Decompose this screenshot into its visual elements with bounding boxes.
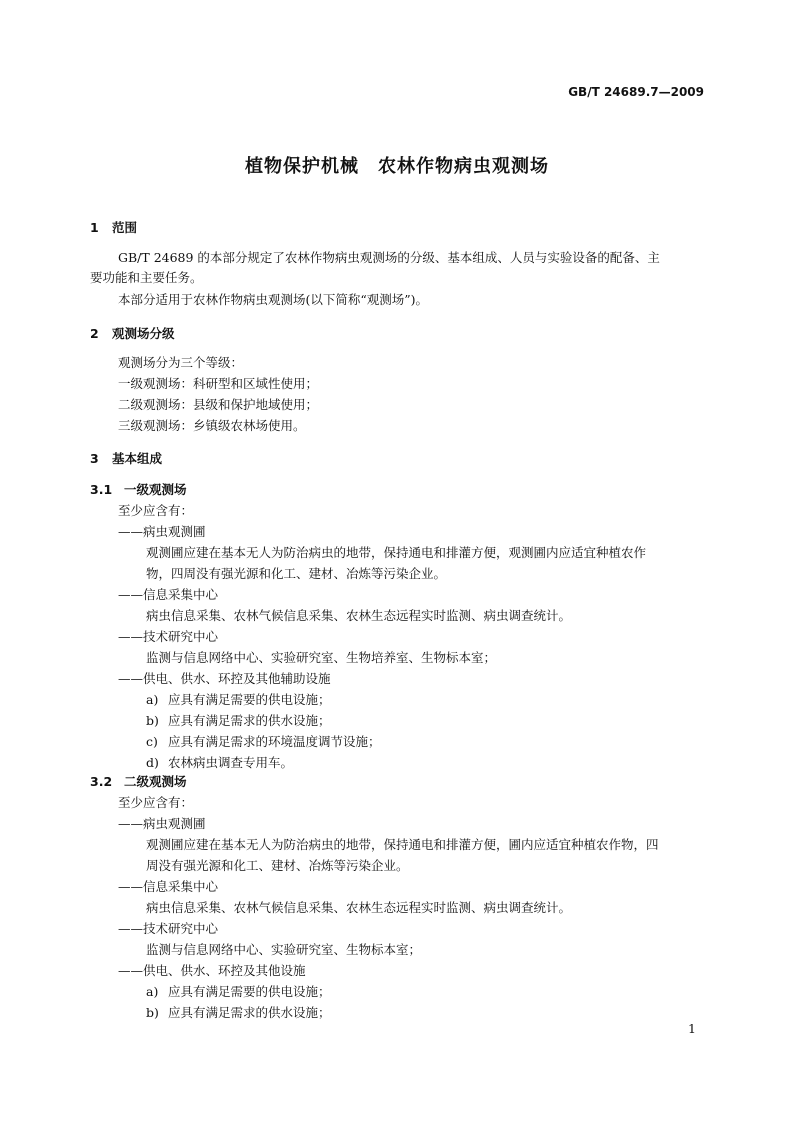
subsection-3-1-heading xyxy=(90,480,187,498)
section-1-heading xyxy=(90,218,137,236)
standard-number: GB/T 24689.7—2009 xyxy=(568,85,704,99)
section-title: 范围 xyxy=(112,220,138,235)
dash-item-text: 周没有强光源和化工、建材、冶炼等污染企业。 xyxy=(146,858,409,873)
dash-item: ——供电、供水、环控及其他设施 xyxy=(118,963,306,978)
subsection-number: 3.1 xyxy=(90,482,113,497)
section-2-heading xyxy=(90,324,175,342)
page-number: 1 xyxy=(688,1021,696,1036)
list-item xyxy=(146,1003,331,1021)
section-number: 3 xyxy=(90,451,99,466)
list-text: 应具有满足需求的环境温度调节设施； xyxy=(168,734,381,749)
list-item xyxy=(146,711,331,729)
list-item xyxy=(146,732,381,750)
list-marker: b) xyxy=(146,713,159,728)
list-text: 应具有满足需要的供电设施； xyxy=(168,692,331,707)
dash-item-text: 物，四周没有强光源和化工、建材、冶炼等污染企业。 xyxy=(146,566,447,581)
paragraph: 观测场分为三个等级： xyxy=(118,355,244,370)
paragraph: 至少应含有： xyxy=(118,795,194,810)
dash-item: ——病虫观测圃 xyxy=(118,816,206,831)
list-marker: a) xyxy=(146,984,159,999)
dash-item-text: 监测与信息网络中心、实验研究室、生物标本室； xyxy=(146,942,422,957)
dash-item-text: 病虫信息采集、农林气候信息采集、农林生态远程实时监测、病虫调查统计。 xyxy=(146,900,572,915)
subsection-number: 3.2 xyxy=(90,774,113,789)
dash-item: ——信息采集中心 xyxy=(118,879,219,894)
list-item: 二级观测场：县级和保护地域使用； xyxy=(118,397,319,412)
list-text: 应具有满足需求的供水设施； xyxy=(168,1005,331,1020)
section-title: 观测场分级 xyxy=(112,326,175,341)
list-item xyxy=(146,753,293,771)
list-text: 应具有满足需求的供水设施； xyxy=(168,713,331,728)
list-marker: c) xyxy=(146,734,158,749)
list-text: 农林病虫调查专用车。 xyxy=(168,755,294,770)
paragraph: GB/T 24689 的本部分规定了农林作物病虫观测场的分级、基本组成、人员与实验设备的配备、主 xyxy=(118,250,660,265)
dash-item: ——技术研究中心 xyxy=(118,629,219,644)
subsection-title: 一级观测场 xyxy=(124,482,187,497)
dash-item-text: 监测与信息网络中心、实验研究室、生物培养室、生物标本室； xyxy=(146,650,497,665)
dash-item: ——供电、供水、环控及其他辅助设施 xyxy=(118,671,331,686)
list-text: 应具有满足需要的供电设施； xyxy=(168,984,331,999)
list-marker: b) xyxy=(146,1005,159,1020)
list-item xyxy=(146,690,331,708)
dash-item-text: 观测圃应建在基本无人为防治病虫的地带，保持通电和排灌方便，观测圃内应适宜种植农作 xyxy=(146,545,647,560)
section-3-heading xyxy=(90,449,162,467)
paragraph: 至少应含有： xyxy=(118,503,194,518)
list-item xyxy=(146,982,331,1000)
paragraph: 本部分适用于农林作物病虫观测场(以下简称“观测场”)。 xyxy=(118,292,429,307)
list-marker: a) xyxy=(146,692,159,707)
dash-item: ——信息采集中心 xyxy=(118,587,219,602)
document-title: 植物保护机械 农林作物病虫观测场 xyxy=(245,156,549,177)
paragraph-continuation: 要功能和主要任务。 xyxy=(90,270,203,285)
section-number: 1 xyxy=(90,220,99,235)
dash-item: ——技术研究中心 xyxy=(118,921,219,936)
dash-item: ——病虫观测圃 xyxy=(118,524,206,539)
list-item: 三级观测场：乡镇级农林场使用。 xyxy=(118,418,306,433)
section-number: 2 xyxy=(90,326,99,341)
subsection-title: 二级观测场 xyxy=(124,774,187,789)
section-title: 基本组成 xyxy=(112,451,163,466)
subsection-3-2-heading xyxy=(90,772,187,790)
dash-item-text: 观测圃应建在基本无人为防治病虫的地带，保持通电和排灌方便，圃内应适宜种植农作物，四 xyxy=(146,837,659,852)
dash-item-text: 病虫信息采集、农林气候信息采集、农林生态远程实时监测、病虫调查统计。 xyxy=(146,608,572,623)
list-marker: d) xyxy=(146,755,159,770)
list-item: 一级观测场：科研型和区域性使用； xyxy=(118,376,319,391)
